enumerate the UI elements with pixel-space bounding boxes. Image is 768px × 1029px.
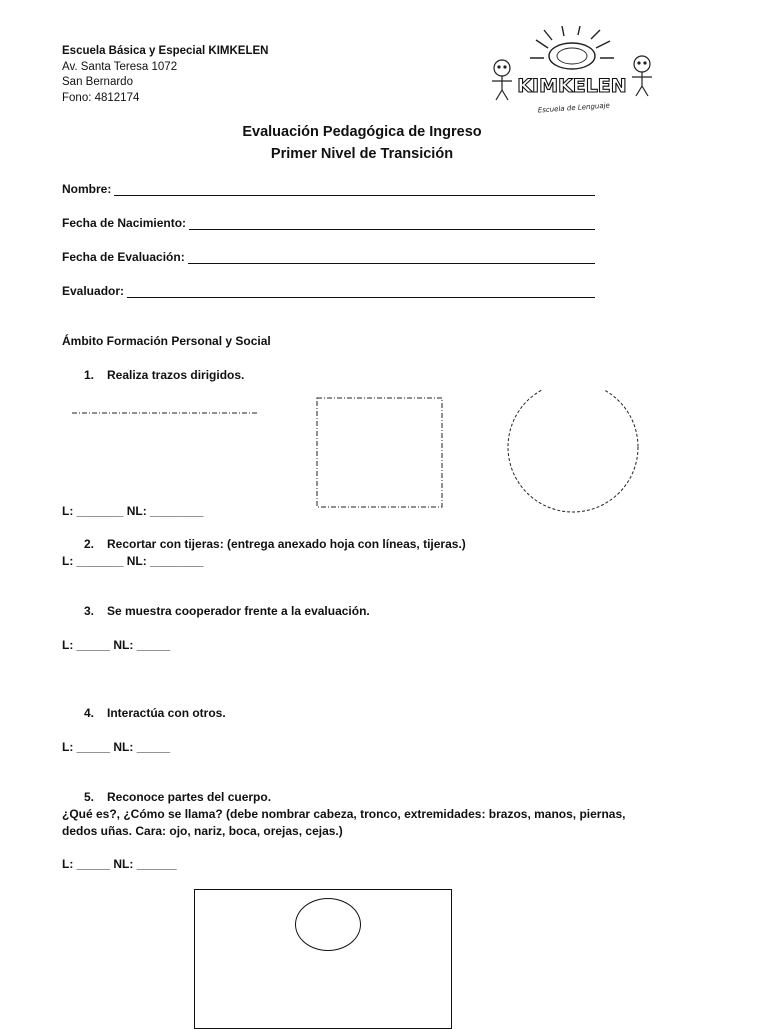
item-1-text: Realiza trazos dirigidos.: [107, 368, 245, 382]
name-label: Nombre:: [62, 182, 112, 196]
child-right-icon: [632, 56, 652, 96]
item-5-score[interactable]: L: _____ NL: ______: [62, 857, 177, 871]
sun-icon: [530, 26, 614, 69]
item-2: [84, 537, 466, 551]
item-5: [84, 790, 271, 804]
evaluator-field[interactable]: [62, 284, 595, 298]
head-oval-shape: [295, 898, 361, 951]
item-4: [84, 706, 226, 720]
tracing-shapes: [60, 390, 660, 515]
item-4-number: 4.: [84, 706, 95, 720]
item-4-text: Interactúa con otros.: [107, 706, 226, 720]
birth-date-line[interactable]: [189, 217, 595, 230]
school-address: Av. Santa Teresa 1072: [62, 60, 178, 73]
item-2-text: Recortar con tijeras: (entrega anexado hoja con líneas, tijeras.): [107, 537, 466, 551]
item-2-score[interactable]: L: _______ NL: ________: [62, 554, 204, 568]
item-3-text: Se muestra cooperador frente a la evaluación.: [107, 604, 370, 618]
evaluation-date-field[interactable]: [62, 250, 595, 264]
school-phone: Fono: 4812174: [62, 91, 140, 104]
logo-tagline: Escuela de Lenguaje: [537, 101, 611, 115]
birth-date-field[interactable]: [62, 216, 595, 230]
item-3: [84, 604, 370, 618]
school-city: San Bernardo: [62, 76, 133, 88]
item-2-number: 2.: [84, 537, 95, 551]
evaluator-line[interactable]: [127, 285, 595, 298]
evaluation-date-label: Fecha de Evaluación:: [62, 250, 185, 264]
birth-date-label: Fecha de Nacimiento:: [62, 216, 187, 230]
logo-text: KIMKELEN: [517, 75, 627, 97]
evaluation-date-line[interactable]: [188, 251, 595, 264]
item-5-text: Reconoce partes del cuerpo.: [107, 790, 272, 804]
section-heading: Ámbito Formación Personal y Social: [62, 334, 271, 348]
dotted-circle-shape: [508, 390, 638, 512]
dotted-square-shape: [317, 398, 442, 507]
item-3-score[interactable]: L: _____ NL: _____: [62, 638, 171, 652]
item-5-question: ¿Qué es?, ¿Cómo se llama? (debe nombrar cabeza, tronco, extremidades: brazos, manos, piernas, dedos uñas. Cara: ojo, nariz, boca, orejas, cejas.): [62, 807, 626, 838]
item-4-score[interactable]: L: _____ NL: _____: [62, 740, 171, 754]
page-title: Evaluación Pedagógica de Ingreso: [242, 124, 482, 140]
item-3-number: 3.: [84, 604, 95, 618]
item-1: [84, 368, 244, 382]
item-5-number: 5.: [84, 790, 95, 804]
evaluator-label: Evaluador:: [62, 284, 125, 298]
child-left-icon: [492, 60, 512, 100]
name-field[interactable]: [62, 182, 595, 196]
name-line[interactable]: [114, 183, 595, 196]
school-info: [62, 44, 268, 106]
item-1-number: 1.: [84, 368, 95, 382]
school-name: Escuela Básica y Especial KIMKELEN: [62, 45, 269, 57]
page-subtitle: Primer Nivel de Transición: [270, 146, 454, 162]
school-logo: [484, 26, 662, 118]
item-1-score[interactable]: L: _______ NL: ________: [62, 504, 204, 518]
